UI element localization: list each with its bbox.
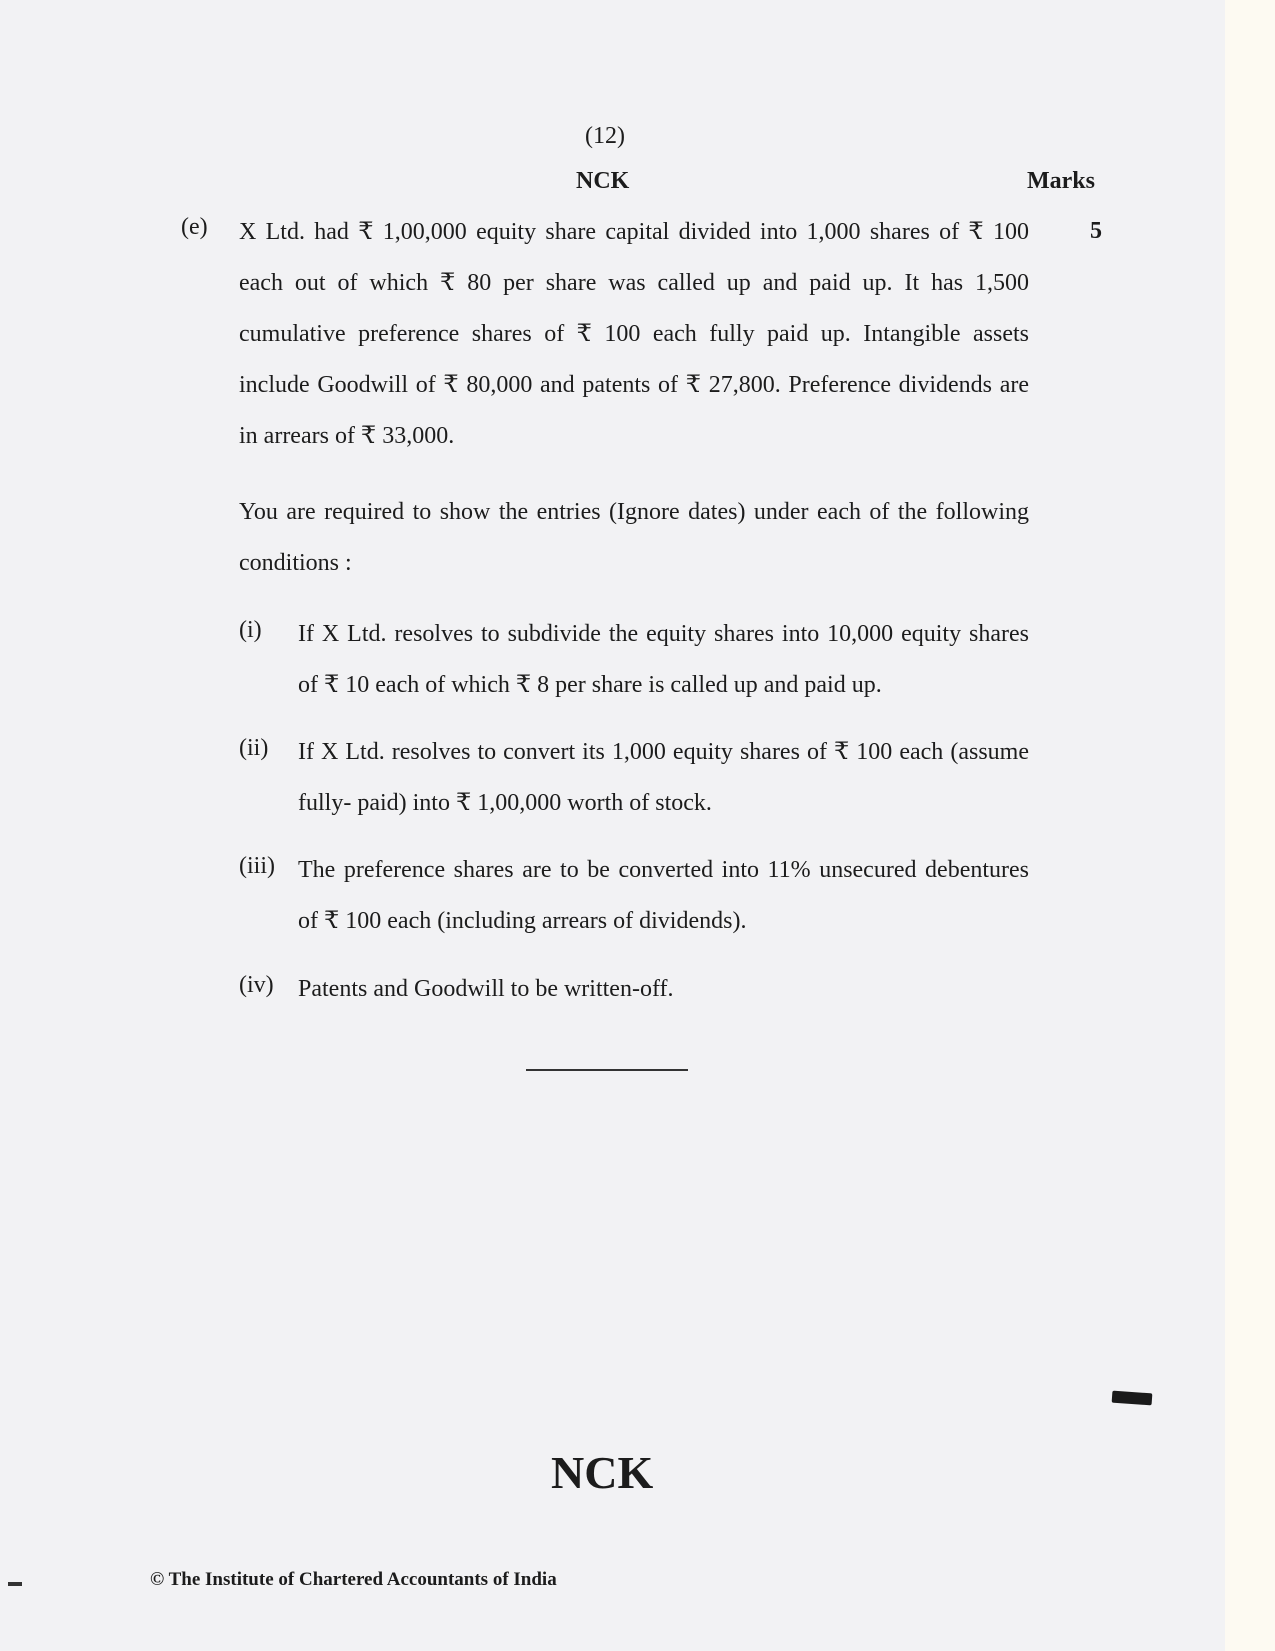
marks-heading: Marks xyxy=(1027,168,1095,194)
condition-label: (ii) xyxy=(239,735,269,761)
scan-edge xyxy=(1225,0,1275,1651)
condition-label: (iii) xyxy=(239,853,275,879)
condition-label: (i) xyxy=(239,617,262,643)
question-marks: 5 xyxy=(1090,218,1102,244)
page-number: (12) xyxy=(585,123,625,149)
condition-text: If X Ltd. resolves to subdivide the equity shares into 10,000 equity shares of ₹ 10 each of which ₹ 8 per share is called up and paid up. xyxy=(298,621,1029,698)
series-code-header: NCK xyxy=(576,168,630,194)
condition-text: If X Ltd. resolves to convert its 1,000 equity shares of ₹ 100 each (assume fully- paid) into ₹ 1,00,000 worth of stock. xyxy=(298,739,1029,816)
scan-artifact-dash xyxy=(8,1582,22,1586)
series-code-footer: NCK xyxy=(551,1447,654,1498)
condition-text: Patents and Goodwill to be written-off. xyxy=(298,976,674,1002)
condition-text: The preference shares are to be converted into 11% unsecured debentures of ₹ 100 each (including arrears of dividends). xyxy=(298,857,1029,934)
question-paragraph: X Ltd. had ₹ 1,00,000 equity share capital divided into 1,000 shares of ₹ 100 each out of which ₹ 80 per share was called up and paid up. It has 1,500 cumulative preference shares of ₹ 100 each fully paid up. Intangible assets include Goodwill of ₹ 80,000 and patents of ₹ 27,800. Preference dividends are in arrears of ₹ 33,000. xyxy=(239,219,1029,449)
copyright-notice: © The Institute of Chartered Accountants of India xyxy=(150,1569,557,1590)
end-rule-divider xyxy=(526,1069,688,1071)
question-label: (e) xyxy=(181,214,208,240)
question-instruction: You are required to show the entries (Ignore dates) under each of the following conditions : xyxy=(239,499,1029,576)
condition-label: (iv) xyxy=(239,972,274,998)
